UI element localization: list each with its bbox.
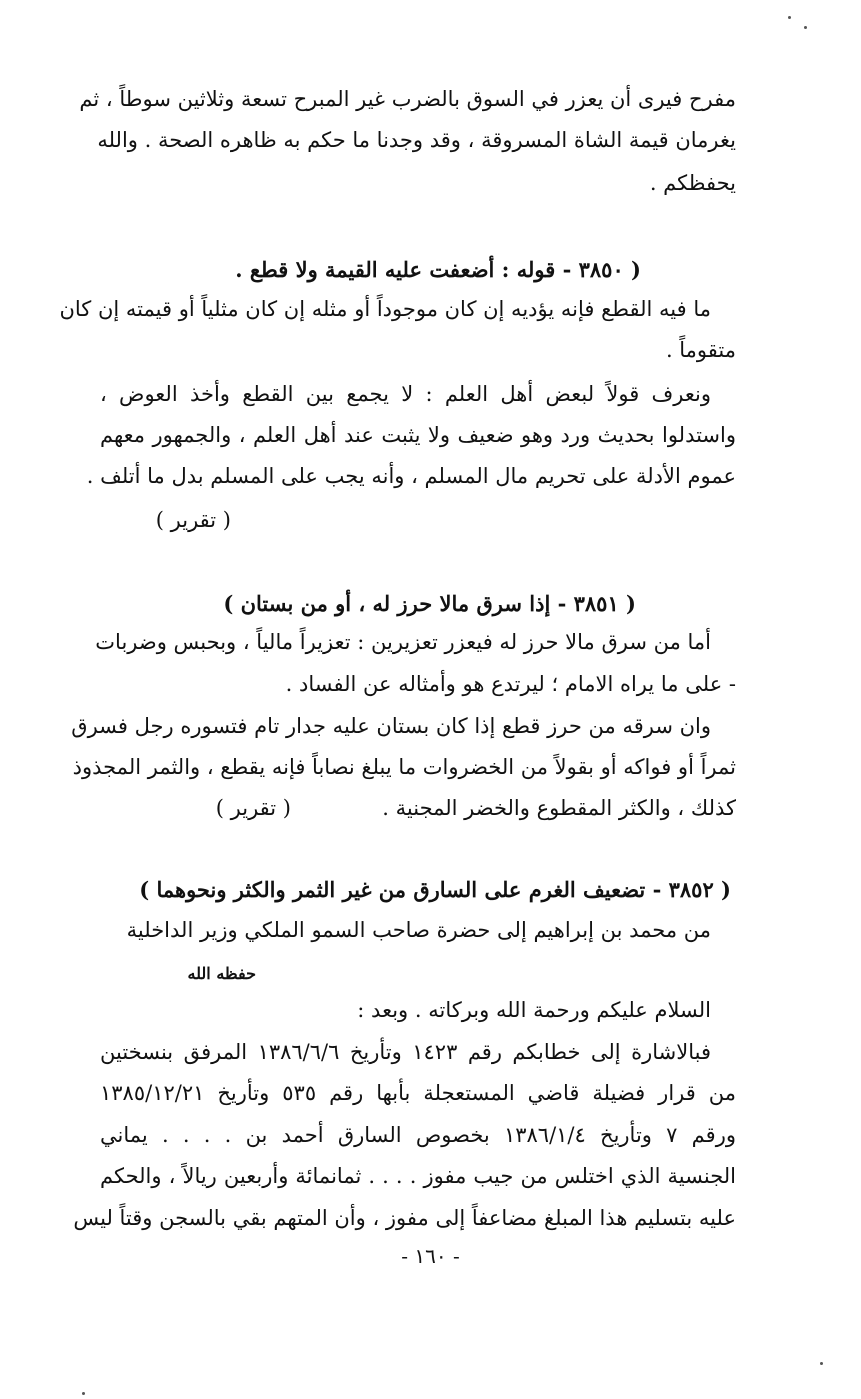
letter-honorific: حفظه الله bbox=[187, 964, 256, 983]
scan-speck bbox=[804, 26, 807, 29]
section-heading-3850: ( ٣٨٥٠ - قوله : أضعفت عليه القيمة ولا قطع . bbox=[235, 257, 641, 282]
section-heading-3852: ( ٣٨٥٢ - تضعيف الغرم على السارق من غير الثمر والكثر ونحوهما ) bbox=[139, 877, 731, 902]
paragraph-line: ونعرف قولاً لبعض أهل العلم : لا يجمع بين القطع وأخذ العوض ، bbox=[100, 382, 711, 406]
paragraph-line: متقوماً . bbox=[665, 338, 736, 362]
paragraph-line: فبالاشارة إلى خطابكم رقم ١٤٢٣ وتأريخ ١٣٨٦/٦/٦ المرفق بنسختين bbox=[100, 1040, 711, 1064]
scan-speck bbox=[820, 1362, 823, 1365]
paragraph-line: واستدلوا بحديث ورد وهو ضعيف ولا يثبت عند أهل العلم ، والجمهور معهم bbox=[100, 423, 736, 447]
letter-address: من محمد بن إبراهيم إلى حضرة صاحب السمو الملكي وزير الداخلية bbox=[126, 918, 711, 942]
paragraph-line: يغرمان قيمة الشاة المسروقة ، وقد وجدنا ما حكم به ظاهره الصحة . والله bbox=[97, 128, 736, 152]
scan-speck bbox=[788, 16, 791, 19]
paragraph-line: ما فيه القطع فإنه يؤديه إن كان موجوداً أو مثله إن كان مثلياً أو قيمته إن كان bbox=[59, 297, 711, 321]
paragraph-line: ورقم ٧ وتأريخ ١٣٨٦/١/٤ بخصوص السارق أحمد بن . . . . يماني bbox=[100, 1123, 736, 1147]
page-number: - ١٦٠ - bbox=[401, 1244, 460, 1268]
paragraph-line: عموم الأدلة على تحريم مال المسلم ، وأنه يجب على المسلم بدل ما أتلف . bbox=[86, 464, 736, 488]
paragraph-line: وان سرقه من حرز قطع إذا كان بستان عليه جدار تام فتسوره رجل فسرق bbox=[71, 714, 711, 738]
paragraph-line: مفرح فيرى أن يعزر في السوق بالضرب غير المبرح تسعة وثلاثين سوطاً ، ثم bbox=[79, 87, 736, 111]
paragraph-line: - على ما يراه الامام ؛ ليرتدع هو وأمثاله عن الفساد . bbox=[285, 672, 736, 696]
section-heading-3851: ( ٣٨٥١ - إذا سرق مالا حرز له ، أو من بستان ) bbox=[223, 591, 636, 616]
paragraph-line: كذلك ، والكثر المقطوع والخضر المجنية . bbox=[382, 796, 736, 820]
letter-greeting: السلام عليكم ورحمة الله وبركاته . وبعد : bbox=[357, 998, 711, 1022]
scan-speck bbox=[82, 1392, 85, 1395]
note-taqrir: ( تقرير ) bbox=[215, 796, 291, 820]
paragraph-line: أما من سرق مالا حرز له فيعزر تعزيرين : تعزيراً مالياً ، وبحبس وضربات bbox=[95, 630, 711, 654]
paragraph-line: يحفظكم . bbox=[649, 171, 736, 195]
paragraph-line: من قرار فضيلة قاضي المستعجلة بأبها رقم ٥٣٥ وتأريخ ١٣٨٥/١٢/٢١ bbox=[100, 1081, 736, 1105]
paragraph-line: عليه بتسليم هذا المبلغ مضاعفاً إلى مفوز ، وأن المتهم بقي بالسجن وقتاً ليس bbox=[73, 1206, 736, 1230]
paragraph-line: الجنسية الذي اختلس من جيب مفوز . . . . ثمانمائة وأربعين ريالاً ، والحكم bbox=[100, 1164, 736, 1188]
paragraph-line: ثمراً أو فواكه أو بقولاً من الخضروات ما يبلغ نصاباً فإنه يقطع ، والثمر المجذوذ bbox=[72, 755, 736, 779]
note-taqrir: ( تقرير ) bbox=[155, 508, 231, 532]
